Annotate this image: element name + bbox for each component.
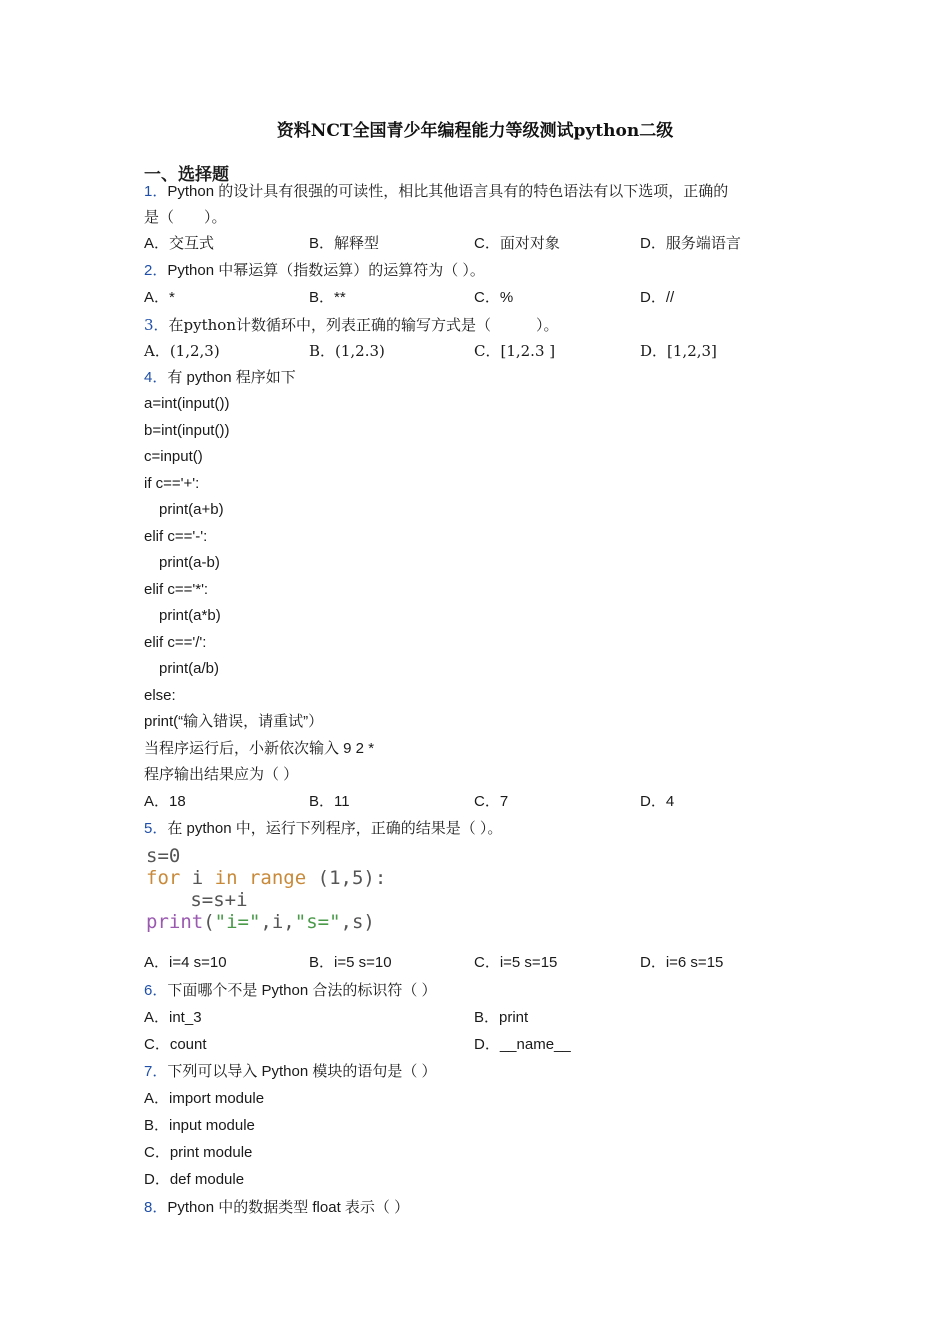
code-line: print(a/b) — [159, 660, 220, 677]
question-text: Python 中的数据类型 float 表示（ ） — [167, 1199, 410, 1216]
option-a: A．* — [144, 289, 175, 306]
option-c: C．面对对象 — [474, 235, 560, 252]
code-image-line: for i in range (1,5): — [146, 867, 387, 889]
code-line: c=input() — [144, 448, 203, 465]
option-a: A．int_3 — [144, 1009, 202, 1026]
option-d: D．服务端语言 — [640, 235, 741, 252]
code-line: print(a*b) — [159, 607, 221, 624]
option-b: B．print — [474, 1009, 529, 1026]
code-line: print(a-b) — [159, 554, 220, 571]
option-d: D．i=6 s=15 — [640, 954, 724, 971]
question-text: 下列可以导入 Python 模块的语句是（ ） — [167, 1063, 437, 1080]
option-c: C．% — [474, 289, 514, 306]
option-c: C．7 — [474, 793, 509, 810]
option-d: D．// — [640, 289, 675, 306]
option-b: B．input module — [144, 1117, 255, 1134]
option-d: D．[1,2,3] — [640, 342, 717, 360]
question-4-input-note: 当程序运行后，小新依次输入 9 2 * — [144, 740, 375, 757]
code-image-line: s=s+i — [156, 889, 248, 911]
option-c: C．i=5 s=15 — [474, 954, 558, 971]
question-6 — [144, 981, 437, 1001]
question-number: 1． — [144, 183, 168, 200]
option-b: B．解释型 — [309, 235, 380, 252]
question-number: 8． — [144, 1199, 168, 1216]
section-heading: 一、选择题 — [144, 165, 229, 184]
question-1-cont: 是（ ）。 — [144, 209, 227, 226]
question-number: 5． — [144, 820, 168, 837]
option-c: C．print module — [144, 1144, 253, 1161]
code-line: if c=='+': — [144, 475, 200, 492]
option-b: B．** — [309, 289, 346, 306]
option-d: D．4 — [640, 793, 675, 810]
question-number: 3． — [144, 316, 169, 334]
option-d: D．def module — [144, 1171, 245, 1188]
code-screenshot — [146, 845, 387, 935]
code-line: else: — [144, 687, 176, 704]
question-number: 2． — [144, 262, 168, 279]
question-4-prompt: 程序输出结果应为（ ） — [144, 766, 299, 783]
option-b: B．i=5 s=10 — [309, 954, 392, 971]
question-text: 有 python 程序如下 — [167, 369, 296, 386]
option-a: A．交互式 — [144, 235, 215, 252]
question-8 — [144, 1198, 409, 1218]
question-7 — [144, 1062, 437, 1082]
option-a: A．import module — [144, 1090, 265, 1107]
question-number: 4． — [144, 369, 168, 386]
option-c: C．count — [144, 1036, 207, 1053]
code-line: elif c=='-': — [144, 528, 208, 545]
question-5 — [144, 819, 502, 839]
option-a: A．i=4 s=10 — [144, 954, 227, 971]
question-number: 6． — [144, 982, 168, 999]
code-image-line: print("i=",i,"s=",s) — [146, 911, 375, 933]
document-title: 资料NCT全国青少年编程能力等级测试python二级 — [276, 121, 674, 141]
question-text: 在python计数循环中，列表正确的输写方式是（ ）。 — [168, 316, 559, 334]
code-line: elif c=='*': — [144, 581, 209, 598]
option-b: B．11 — [309, 793, 350, 810]
code-line: print(“输入错误，请重试”） — [144, 713, 324, 730]
code-line: b=int(input()) — [144, 422, 230, 439]
option-c: C．[1,2.3 ] — [474, 342, 556, 360]
option-b: B．(1,2.3) — [309, 342, 385, 360]
question-4 — [144, 368, 296, 388]
option-d: D．__name__ — [474, 1036, 571, 1053]
question-text: Python 的设计具有很强的可读性，相比其他语言具有的特色语法有以下选项，正确的 — [167, 183, 729, 200]
question-number: 7． — [144, 1063, 168, 1080]
question-text: 在 python 中，运行下列程序，正确的结果是（ ）。 — [167, 820, 503, 837]
option-a: A．(1,2,3) — [144, 342, 220, 360]
question-text: 下面哪个不是 Python 合法的标识符（ ） — [167, 982, 437, 999]
question-1 — [144, 182, 728, 202]
code-line: elif c=='/': — [144, 634, 207, 651]
code-image-line: s=0 — [146, 845, 181, 867]
code-line: print(a+b) — [159, 501, 224, 518]
question-2 — [144, 261, 485, 281]
option-a: A．18 — [144, 793, 186, 810]
question-text: Python 中幂运算（指数运算）的运算符为（ ）。 — [167, 262, 485, 279]
question-3 — [144, 315, 559, 335]
code-line: a=int(input()) — [144, 395, 230, 412]
